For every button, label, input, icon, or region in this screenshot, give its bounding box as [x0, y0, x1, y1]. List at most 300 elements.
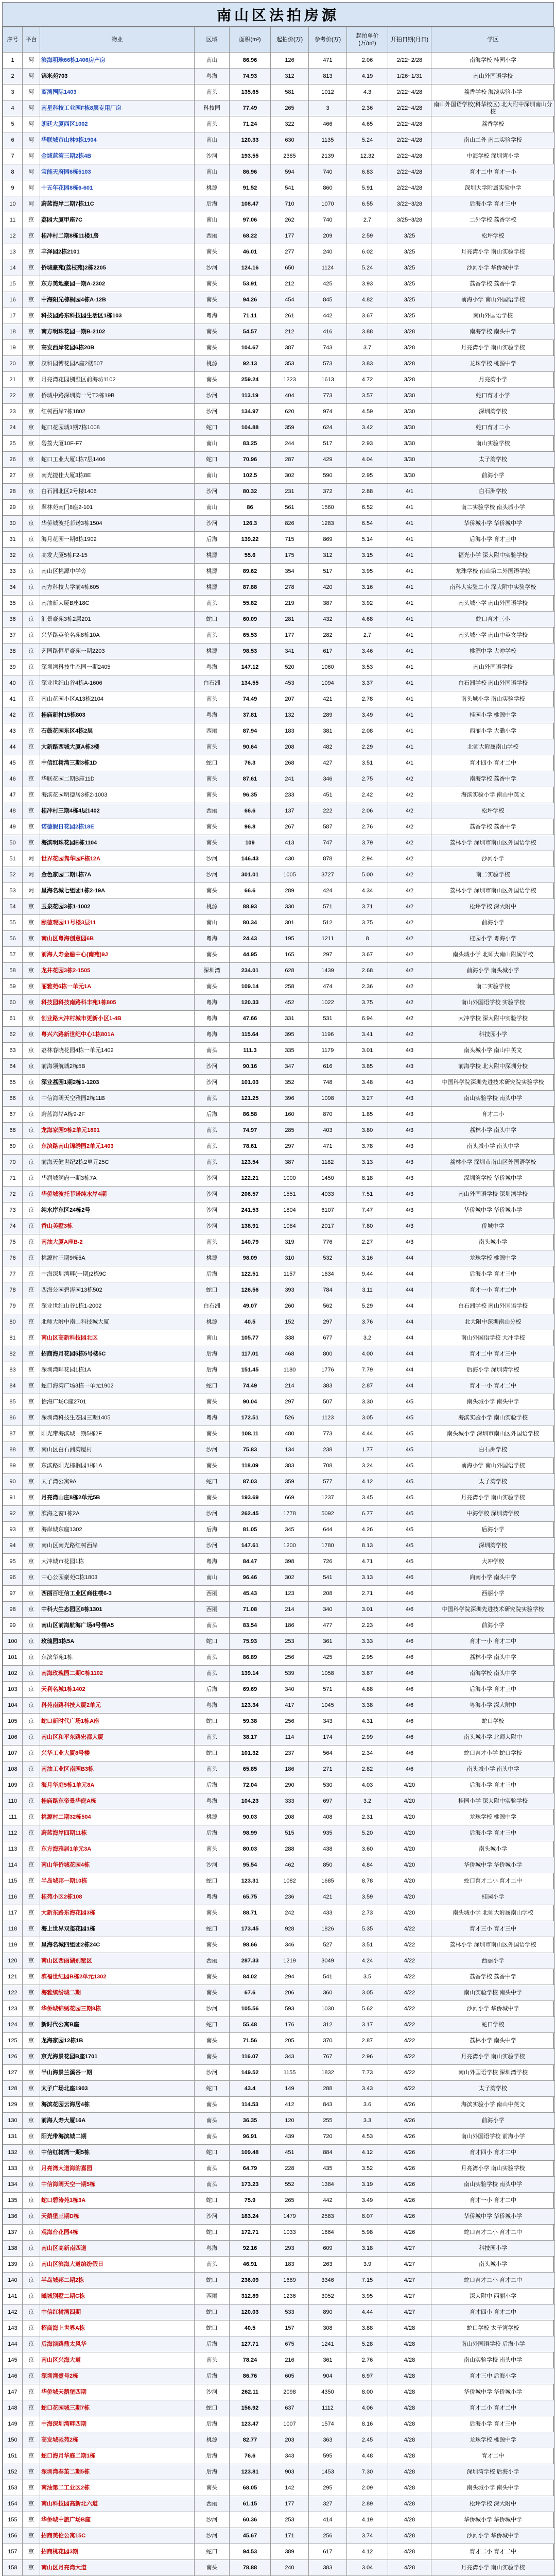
row-unit-price: 2.7 — [347, 628, 388, 643]
row-school: 南山实验学校 — [431, 436, 555, 452]
row-platform: 京 — [23, 388, 40, 404]
table-row — [3, 1346, 555, 1362]
row-auction-date: 3/25 — [388, 276, 431, 292]
row-platform: 京 — [23, 1522, 40, 1538]
row-start-price: 515 — [271, 1825, 309, 1841]
row-district: 南头 — [195, 691, 230, 707]
row-area: 60.09 — [230, 612, 271, 628]
table-row — [3, 2161, 555, 2177]
row-district: 南头 — [195, 883, 230, 899]
row-property: 南海玫瑰园二期C栋1102 — [40, 1666, 195, 1682]
row-start-price: 345 — [271, 1522, 309, 1538]
row-auction-date: 4/1 — [388, 628, 431, 643]
row-auction-date: 4/6 — [388, 1666, 431, 1682]
row-district: 后海 — [195, 1346, 230, 1362]
table-row — [3, 2336, 555, 2352]
table-row — [3, 1011, 555, 1027]
row-area: 123.81 — [230, 2464, 271, 2480]
row-property: 高发大厦5栋F2-15 — [40, 548, 195, 564]
row-start-price: 1180 — [271, 1362, 309, 1378]
row-start-price: 310 — [271, 1250, 309, 1266]
row-auction-date: 3/30 — [388, 468, 431, 484]
row-unit-price: 2.34 — [347, 1745, 388, 1761]
row-unit-price: 3.87 — [347, 1666, 388, 1682]
row-unit-price: 3.53 — [347, 659, 388, 675]
row-school: 南山外国语学校 大冲学校 — [431, 1330, 555, 1346]
row-unit-price: 4.12 — [347, 2145, 388, 2161]
row-area: 97.06 — [230, 212, 271, 228]
table-row — [3, 1091, 555, 1107]
row-district: 后海 — [195, 1682, 230, 1698]
row-area: 38.17 — [230, 1730, 271, 1745]
row-auction-date: 2/22~4/28 — [388, 84, 431, 100]
row-ref-price: 209 — [309, 228, 347, 244]
row-auction-date: 4/26 — [388, 2113, 431, 2129]
row-ref-price: 813 — [309, 69, 347, 84]
row-property: 怡海广场C座2701 — [40, 1394, 195, 1410]
row-start-price: 240 — [271, 2560, 309, 2576]
row-property: 阳光带海滨城一期5栋2F — [40, 1426, 195, 1442]
row-platform: 京 — [23, 899, 40, 915]
row-ref-price: 1634 — [309, 1266, 347, 1282]
row-area: 206.57 — [230, 1187, 271, 1202]
row-unit-price: 5.29 — [347, 1298, 388, 1314]
row-area: 75.83 — [230, 1442, 271, 1458]
row-area: 66.6 — [230, 803, 271, 819]
row-district: 南山 — [195, 212, 230, 228]
table-row — [3, 1538, 555, 1554]
table-row — [3, 2129, 555, 2145]
row-ref-price: 442 — [309, 308, 347, 324]
table-row — [3, 931, 555, 947]
table-row — [3, 1155, 555, 1171]
table-row — [3, 1985, 555, 2001]
table-row — [3, 436, 555, 452]
row-ref-price: 3049 — [309, 1953, 347, 1969]
header-district: 区域 — [195, 27, 230, 53]
row-property: 荔园大厦甲座7C — [40, 212, 195, 228]
row-school: 南头城小学 南山实验学校 — [431, 691, 555, 707]
row-start-price: 1155 — [271, 2065, 309, 2081]
row-area: 43.4 — [230, 2081, 271, 2097]
row-district: 蛇口 — [195, 2320, 230, 2336]
row-platform: 京 — [23, 1282, 40, 1298]
row-unit-price: 2.09 — [347, 2480, 388, 2496]
row-area: 102.5 — [230, 468, 271, 484]
row-auction-date: 4/27 — [388, 2289, 431, 2304]
row-school: 大冲学校 深大附中实验学校 — [431, 1011, 555, 1027]
row-area: 69.69 — [230, 1682, 271, 1698]
row-platform: 京 — [23, 1123, 40, 1139]
row-auction-date: 4/6 — [388, 1602, 431, 1618]
row-start-price: 393 — [271, 1282, 309, 1298]
row-school: 蛇口育才二小 — [431, 420, 555, 436]
table-row — [3, 2273, 555, 2289]
row-index: 6 — [3, 132, 23, 148]
row-district: 南头 — [195, 1426, 230, 1442]
row-unit-price: 3.59 — [347, 1889, 388, 1905]
row-platform: 京 — [23, 452, 40, 468]
row-index: 114 — [3, 1857, 23, 1873]
row-property: 翠林苑南门8座2-101 — [40, 500, 195, 516]
row-auction-date: 3/22~3/28 — [388, 196, 431, 212]
row-property: 侨城豪苑(荔枝苑)2栋2205 — [40, 260, 195, 276]
row-start-price: 343 — [271, 2448, 309, 2464]
row-ref-price: 174 — [309, 1730, 347, 1745]
table-row — [3, 2017, 555, 2033]
row-area: 262.11 — [230, 2384, 271, 2400]
row-school: 南二实验学校 南头城小学 — [431, 500, 555, 516]
row-start-price: 176 — [271, 2017, 309, 2033]
table-row — [3, 1107, 555, 1123]
auction-listing-sheet — [2, 2, 554, 2576]
row-ref-price: 474 — [309, 979, 347, 995]
row-auction-date: 4/20 — [388, 1793, 431, 1809]
row-ref-price: 869 — [309, 532, 347, 548]
row-platform: 阿 — [23, 100, 40, 116]
row-property: 碧荔大厦10F-F7 — [40, 436, 195, 452]
row-unit-price: 4.34 — [347, 883, 388, 899]
row-platform: 京 — [23, 2097, 40, 2113]
row-unit-price: 4.71 — [347, 1554, 388, 1570]
row-unit-price: 7.47 — [347, 1202, 388, 1218]
row-property: 南山花园小区A13栋2104 — [40, 691, 195, 707]
row-start-price: 260 — [271, 1298, 309, 1314]
row-unit-price: 4.19 — [347, 2512, 388, 2528]
row-index: 83 — [3, 1362, 23, 1378]
table-row — [3, 340, 555, 356]
row-auction-date: 4/2 — [388, 1027, 431, 1043]
row-auction-date: 4/26 — [388, 2225, 431, 2241]
row-school: 粤海小学 深大附中 — [431, 1698, 555, 1714]
table-row — [3, 2241, 555, 2257]
row-ref-price: 471 — [309, 1139, 347, 1155]
row-school: 育才四小 育才二中 — [431, 2145, 555, 2161]
row-school: 西丽小学 — [431, 1586, 555, 1602]
row-property: 蔚蓝海岸二期7栋11C — [40, 196, 195, 212]
row-auction-date: 4/28 — [388, 2416, 431, 2432]
row-property: 荔林春晓花园4栋一单元1402 — [40, 1043, 195, 1059]
row-property: 香山美墅3栋 — [40, 1218, 195, 1234]
row-district: 南头 — [195, 1234, 230, 1250]
row-unit-price: 7.30 — [347, 2464, 388, 2480]
row-index: 105 — [3, 1714, 23, 1730]
row-area: 80.03 — [230, 1841, 271, 1857]
row-property: 东方海雅居1单元3A — [40, 1841, 195, 1857]
row-start-price: 1689 — [271, 2273, 309, 2289]
row-unit-price: 4.72 — [347, 372, 388, 388]
row-unit-price: 2.82 — [347, 1761, 388, 1777]
table-row — [3, 180, 555, 196]
table-row — [3, 2416, 555, 2432]
row-property: 后海滨路鼎太风华 — [40, 2336, 195, 2352]
row-unit-price: 1.85 — [347, 1107, 388, 1123]
row-district: 蛇口 — [195, 2193, 230, 2209]
row-platform: 京 — [23, 1474, 40, 1490]
row-start-price: 214 — [271, 1378, 309, 1394]
row-platform: 京 — [23, 548, 40, 564]
row-school: 南海学校 桂园小学 — [431, 53, 555, 69]
row-area: 71.56 — [230, 2033, 271, 2049]
row-district: 南头 — [195, 1490, 230, 1506]
row-auction-date: 4/28 — [388, 2368, 431, 2384]
row-auction-date: 4/6 — [388, 1698, 431, 1714]
table-row — [3, 468, 555, 484]
row-ref-price: 343 — [309, 1714, 347, 1730]
row-platform: 京 — [23, 1602, 40, 1618]
row-unit-price: 12.32 — [347, 148, 388, 164]
table-row — [3, 1857, 555, 1873]
row-start-price: 593 — [271, 2001, 309, 2017]
table-row — [3, 2528, 555, 2544]
row-school: 前海小学 — [431, 2113, 555, 2129]
row-index: 33 — [3, 564, 23, 580]
row-platform: 京 — [23, 1841, 40, 1857]
row-district: 沙河 — [195, 2065, 230, 2081]
row-area: 120.03 — [230, 2304, 271, 2320]
row-index: 7 — [3, 148, 23, 164]
row-ref-price: 843 — [309, 2097, 347, 2113]
row-ref-price: 297 — [309, 1314, 347, 1330]
table-row — [3, 1953, 555, 1969]
row-unit-price: 4.65 — [347, 116, 388, 132]
row-area: 55.82 — [230, 596, 271, 612]
row-ref-price: 541 — [309, 1969, 347, 1985]
row-platform: 京 — [23, 1889, 40, 1905]
row-index: 58 — [3, 963, 23, 979]
row-ref-price: 748 — [309, 1075, 347, 1091]
row-index: 94 — [3, 1538, 23, 1554]
row-unit-price: 3.2 — [347, 1330, 388, 1346]
row-district: 南山 — [195, 915, 230, 931]
row-auction-date: 4/3 — [388, 1234, 431, 1250]
row-auction-date: 4/22 — [388, 2017, 431, 2033]
row-property: 华侨城波托菲诺3栋1504 — [40, 516, 195, 532]
row-ref-price: 1241 — [309, 2336, 347, 2352]
table-row — [3, 1298, 555, 1314]
row-unit-price: 3.46 — [347, 643, 388, 659]
table-row — [3, 1410, 555, 1426]
row-area: 262.45 — [230, 1506, 271, 1522]
row-ref-price: 617 — [309, 643, 347, 659]
row-unit-price: 8.18 — [347, 1171, 388, 1187]
row-school: 南二实验学校 — [431, 979, 555, 995]
row-index: 95 — [3, 1554, 23, 1570]
row-ref-price: 564 — [309, 1745, 347, 1761]
row-ref-price: 2017 — [309, 1218, 347, 1234]
row-start-price: 1005 — [271, 867, 309, 883]
row-district: 南头 — [195, 372, 230, 388]
row-district: 沙河 — [195, 1218, 230, 1234]
row-start-price: 288 — [271, 1841, 309, 1857]
row-index: 121 — [3, 1969, 23, 1985]
row-school: 后海小学 育才三中 — [431, 1777, 555, 1793]
row-auction-date: 4/26 — [388, 2193, 431, 2209]
row-start-price: 2385 — [271, 148, 309, 164]
table-row — [3, 2257, 555, 2273]
row-district: 深圳湾 — [195, 963, 230, 979]
row-district: 后海 — [195, 1107, 230, 1123]
row-auction-date: 4/6 — [388, 1650, 431, 1666]
row-area: 76.3 — [230, 755, 271, 771]
row-platform: 京 — [23, 707, 40, 723]
table-row — [3, 1426, 555, 1442]
row-index: 54 — [3, 899, 23, 915]
row-platform: 京 — [23, 516, 40, 532]
row-district: 南山 — [195, 53, 230, 69]
row-auction-date: 3/30 — [388, 388, 431, 404]
row-area: 96.46 — [230, 1570, 271, 1586]
row-auction-date: 3/28 — [388, 356, 431, 372]
row-area: 86.89 — [230, 1650, 271, 1666]
row-area: 101.32 — [230, 1745, 271, 1761]
row-area: 24.43 — [230, 931, 271, 947]
row-index: 137 — [3, 2225, 23, 2241]
row-area: 111.3 — [230, 1043, 271, 1059]
row-property: 海月华庭5栋1单元8A — [40, 1777, 195, 1793]
row-platform: 京 — [23, 1586, 40, 1602]
row-school: 白石洲学校 — [431, 1442, 555, 1458]
row-start-price: 281 — [271, 612, 309, 628]
row-district: 桃源 — [195, 1250, 230, 1266]
table-row — [3, 212, 555, 228]
row-property: 华润城润府一期3栋7A — [40, 1171, 195, 1187]
row-area: 78.88 — [230, 2560, 271, 2576]
row-district: 沙河 — [195, 1075, 230, 1091]
row-ref-price: 800 — [309, 1346, 347, 1362]
table-row — [3, 803, 555, 819]
row-start-price: 212 — [271, 324, 309, 340]
row-district: 粤海 — [195, 2241, 230, 2257]
row-index: 101 — [3, 1650, 23, 1666]
row-area: 123.31 — [230, 1873, 271, 1889]
row-district: 蛇口 — [195, 420, 230, 436]
row-area: 88.93 — [230, 899, 271, 915]
row-property: 纯水岸东区24栋2号 — [40, 1202, 195, 1218]
row-platform: 京 — [23, 2528, 40, 2544]
table-row — [3, 707, 555, 723]
row-school: 龙珠学校 桃源中学 — [431, 2432, 555, 2448]
row-district: 南头 — [195, 2049, 230, 2065]
row-property: 兴华工业大厦8号楼 — [40, 1745, 195, 1761]
table-row — [3, 69, 555, 84]
row-district: 蛇口 — [195, 1474, 230, 1490]
row-auction-date: 4/28 — [388, 2432, 431, 2448]
row-district: 南头 — [195, 1761, 230, 1777]
header-property: 物业 — [40, 27, 195, 53]
row-auction-date: 4/27 — [388, 2241, 431, 2257]
row-ref-price: 3727 — [309, 867, 347, 883]
row-platform: 京 — [23, 1187, 40, 1202]
table-row — [3, 1682, 555, 1698]
row-auction-date: 3/25 — [388, 244, 431, 260]
row-ref-price: 3346 — [309, 2273, 347, 2289]
row-area: 98.99 — [230, 1825, 271, 1841]
row-platform: 京 — [23, 2161, 40, 2177]
row-property: 南山区粤海创意园6B — [40, 931, 195, 947]
row-index: 72 — [3, 1187, 23, 1202]
row-ref-price: 740 — [309, 212, 347, 228]
row-start-price: 216 — [271, 2352, 309, 2368]
row-start-price: 177 — [271, 2496, 309, 2512]
table-row — [3, 84, 555, 100]
row-index: 38 — [3, 643, 23, 659]
row-index: 64 — [3, 1059, 23, 1075]
row-school: 月亮湾小学 南山实验学校 — [431, 2560, 555, 2576]
row-start-price: 520 — [271, 659, 309, 675]
row-property: 海岸城东座1302 — [40, 1522, 195, 1538]
table-row — [3, 1330, 555, 1346]
row-unit-price: 8.00 — [347, 2384, 388, 2400]
row-start-price: 265 — [271, 2193, 309, 2209]
table-row — [3, 2384, 555, 2400]
row-auction-date: 4/20 — [388, 1809, 431, 1825]
row-area: 138.91 — [230, 1218, 271, 1234]
row-unit-price: 2.89 — [347, 2496, 388, 2512]
row-index: 87 — [3, 1426, 23, 1442]
row-ref-price: 427 — [309, 755, 347, 771]
row-school: 荔林小学 南头中学 — [431, 1123, 555, 1139]
row-auction-date: 2/22~2/28 — [388, 53, 431, 69]
row-district: 南头 — [195, 596, 230, 612]
row-platform: 京 — [23, 2193, 40, 2209]
row-ref-price: 1060 — [309, 659, 347, 675]
row-index: 39 — [3, 659, 23, 675]
row-index: 139 — [3, 2257, 23, 2273]
row-auction-date: 4/2 — [388, 787, 431, 803]
header-platform: 平台 — [23, 27, 40, 53]
row-ref-price: 1211 — [309, 931, 347, 947]
row-unit-price: 2.29 — [347, 739, 388, 755]
row-district: 南头 — [195, 1139, 230, 1155]
table-row — [3, 164, 555, 180]
row-platform: 京 — [23, 1362, 40, 1378]
row-platform: 京 — [23, 228, 40, 244]
row-ref-price: 773 — [309, 1426, 347, 1442]
row-district: 沙河 — [195, 2384, 230, 2400]
row-ref-price: 624 — [309, 420, 347, 436]
row-ref-price: 527 — [309, 1937, 347, 1953]
row-area: 74.97 — [230, 1123, 271, 1139]
table-row — [3, 244, 555, 260]
row-unit-price: 3.11 — [347, 1282, 388, 1298]
row-unit-price: 2.93 — [347, 436, 388, 452]
table-row — [3, 739, 555, 755]
row-index: 104 — [3, 1698, 23, 1714]
row-index: 71 — [3, 1171, 23, 1187]
row-area: 117.01 — [230, 1346, 271, 1362]
row-property: 南山区高新科技园北区 — [40, 1330, 195, 1346]
table-row — [3, 1650, 555, 1666]
row-platform: 京 — [23, 2145, 40, 2161]
row-auction-date: 3/30 — [388, 436, 431, 452]
row-auction-date: 4/22 — [388, 2049, 431, 2065]
row-auction-date: 4/6 — [388, 1730, 431, 1745]
row-area: 54.57 — [230, 324, 271, 340]
table-row — [3, 324, 555, 340]
row-index: 21 — [3, 372, 23, 388]
row-school: 南二实验学校 — [431, 867, 555, 883]
row-area: 241.53 — [230, 1202, 271, 1218]
row-school: 后海小学 育才三中 — [431, 2416, 555, 2432]
row-district: 南头 — [195, 84, 230, 100]
header-ref-price: 参考价(万) — [309, 27, 347, 53]
row-area: 59.38 — [230, 1714, 271, 1730]
row-index: 73 — [3, 1202, 23, 1218]
row-district: 沙河 — [195, 2512, 230, 2528]
row-area: 36.35 — [230, 2113, 271, 2129]
row-ref-price: 697 — [309, 1793, 347, 1809]
